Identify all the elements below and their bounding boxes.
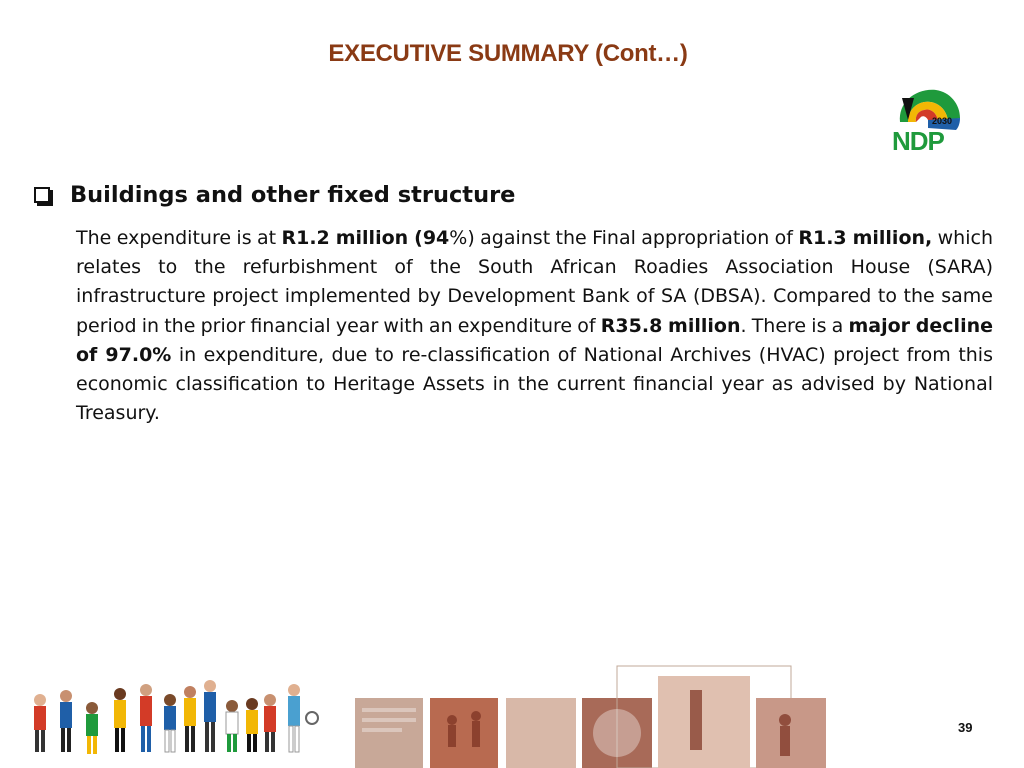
- section-heading: [34, 182, 515, 208]
- paragraph-bold-1: R1.2 million (94: [281, 227, 450, 249]
- paragraph-bold-3: R35.8 million: [600, 314, 741, 337]
- heritage-tile-5: [658, 676, 750, 768]
- section-heading-label: Buildings and other fixed structure: [70, 182, 516, 208]
- svg-text:2030: 2030: [932, 116, 953, 126]
- heritage-tile-3: [506, 698, 576, 768]
- checkbox-bullet-icon: [34, 187, 50, 203]
- children-sports-image: [34, 680, 318, 754]
- page-number: 39: [958, 720, 973, 735]
- heritage-tile-2: [430, 698, 498, 768]
- paragraph-bold-2: R1.3 million,: [798, 227, 933, 249]
- footer-image-strip: [0, 660, 1024, 768]
- paragraph-text-4: . There is a: [740, 314, 849, 337]
- ndp-2030-logo: [888, 84, 964, 154]
- paragraph-bold-4: major decline of 97.0%: [76, 314, 993, 366]
- body-paragraph: [76, 224, 993, 428]
- paragraph-text-1: The expenditure is at: [76, 227, 282, 249]
- page-title: EXECUTIVE SUMMARY (Cont…): [328, 40, 688, 67]
- paragraph-text-5: in expenditure, due to re-classification of National Archives (HVAC) project from this economic classification to Heritage Assets in the current financial year as advised by National Treasury.: [76, 343, 993, 425]
- paragraph-text-3: which relates to the refurbishment of the South African Roadies Association House (SARA) infrastructure project implemented by Development Bank of SA (DBSA). Compared to the same period in the prior financial year with an expenditure of: [76, 227, 993, 337]
- paragraph-text-2: %) against the Final appropriation of: [449, 227, 799, 249]
- svg-text:NDP: NDP: [892, 126, 944, 154]
- heritage-tile-6: [756, 698, 826, 768]
